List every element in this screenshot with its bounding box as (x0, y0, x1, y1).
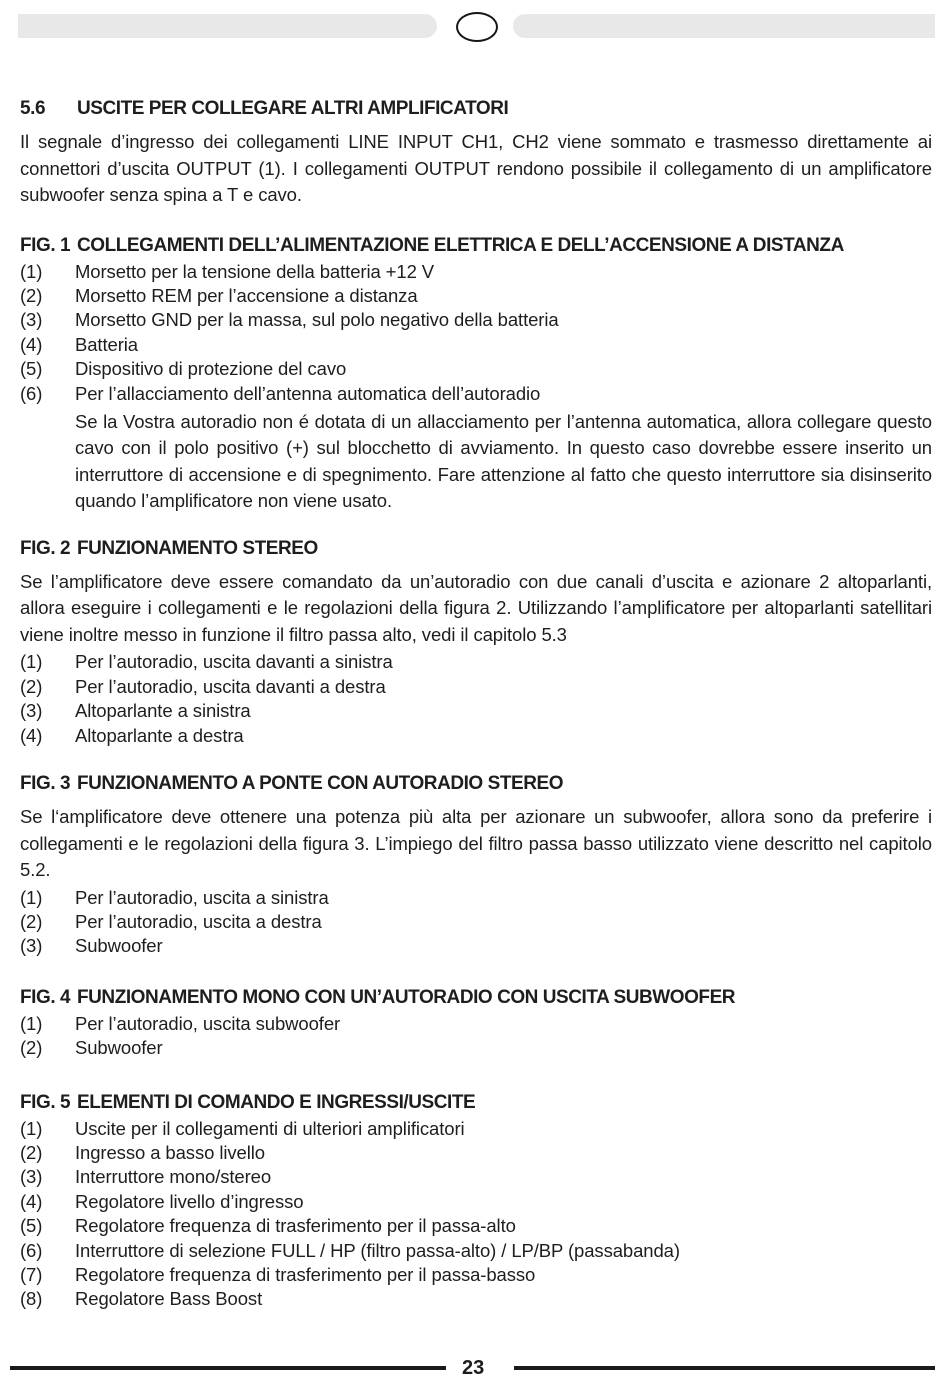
list-item-number: (2) (20, 1142, 43, 1163)
list-item-text: Ingresso a basso livello (75, 1142, 265, 1163)
list-item-text: Dispositivo di protezione del cavo (75, 358, 347, 380)
page-footer (10, 1358, 935, 1378)
footer-rule-left (10, 1366, 446, 1370)
list-item-text: Subwoofer (75, 1037, 163, 1059)
list-item (20, 1190, 932, 1214)
list-item (20, 886, 932, 910)
list-item-number: (3) (20, 309, 43, 331)
list-item-text: Per l’autoradio, uscita davanti a sinistra (75, 651, 393, 673)
list-item-text: Regolatore livello d’ingresso (75, 1190, 304, 1212)
numbered-list (20, 886, 932, 959)
section-heading (20, 537, 932, 561)
section-number: FIG. 4 (20, 986, 71, 1008)
list-item-text: Per l’allacciamento dell’antenna automatica dell’autoradio (75, 382, 541, 404)
list-item (20, 650, 932, 674)
list-item (20, 333, 932, 357)
section-fig-1 (20, 234, 932, 515)
list-item (20, 1165, 932, 1189)
list-item-text: Interruttore di selezione FULL / HP (filtro passa-alto) / LP/BP (passabanda) (75, 1239, 680, 1261)
list-item-number: (8) (20, 1288, 43, 1310)
list-item-text: Altoparlante a sinistra (75, 700, 251, 722)
list-item-number: (2) (20, 910, 43, 932)
list-item (20, 1141, 932, 1165)
indented-note: Se la Vostra autoradio non é dotata di un allacciamento per l’antenna automatica, allora collegare questo cavo con il polo positivo (+) sul blocchetto di avviamento. In questo caso dovrebbe essere inserito un interruttore di accensione e di spegnimento. Fare attenzione al fatto che questo interruttore sia disinserito quando l’amplificatore non viene usato. (75, 410, 932, 512)
list-item-number: (6) (20, 382, 43, 404)
section-fig-2 (20, 537, 932, 748)
list-item-number: (4) (20, 1190, 43, 1212)
list-item (20, 1239, 932, 1263)
list-item-text: Batteria (75, 333, 138, 355)
list-item-text: Regolatore Bass Boost (75, 1288, 263, 1310)
section-heading (20, 986, 932, 1010)
list-item (20, 1287, 932, 1311)
section-number: FIG. 1 (20, 234, 71, 256)
list-item-number: (4) (20, 724, 43, 746)
page-number: 23 (462, 1357, 485, 1379)
numbered-list (20, 1117, 932, 1312)
list-item-text: Altoparlante a destra (75, 724, 244, 746)
list-item-text: Morsetto per la tensione della batteria +12 V (75, 260, 435, 282)
list-item-number: (2) (20, 675, 43, 697)
list-item-number: (1) (20, 1117, 43, 1139)
list-item-number: (3) (20, 1166, 43, 1188)
list-item (20, 934, 932, 958)
list-item (20, 1263, 932, 1287)
section-5-6 (20, 97, 932, 209)
list-item-number: (2) (20, 1037, 43, 1059)
oval-logo-icon (456, 12, 498, 42)
header-bar-right (513, 14, 935, 38)
numbered-list (20, 1012, 932, 1061)
section-heading (20, 1091, 932, 1115)
list-item (20, 382, 932, 406)
list-item-number: (1) (20, 260, 43, 282)
list-item (20, 308, 932, 332)
list-item (20, 675, 932, 699)
section-title: FUNZIONAMENTO MONO CON UN’AUTORADIO CON USCITA SUBWOOFER (77, 986, 736, 1008)
footer-rule-right (514, 1366, 935, 1370)
list-item-text: Interruttore mono/stereo (75, 1166, 272, 1188)
header-bar-left (18, 14, 437, 38)
list-item (20, 910, 932, 934)
list-item-number: (7) (20, 1264, 43, 1286)
body-paragraph: Il segnale d’ingresso dei collegamenti LINE INPUT CH1, CH2 viene sommato e trasmesso direttamente ai connettori d’uscita OUTPUT (1). I collegamenti OUTPUT rendono possibile il collegamento di un amplificatore subwoofer senza spina a T e cavo. (20, 131, 932, 205)
list-item-text: Per l’autoradio, uscita subwoofer (75, 1012, 341, 1034)
list-item (20, 1214, 932, 1238)
list-item-number: (4) (20, 333, 43, 355)
section-number: 5.6 (20, 98, 46, 119)
section-fig-4 (20, 986, 932, 1061)
section-number: FIG. 2 (20, 537, 71, 559)
section-title: FUNZIONAMENTO STEREO (77, 537, 318, 559)
list-item-number: (1) (20, 1012, 43, 1034)
list-item (20, 724, 932, 748)
list-item (20, 260, 932, 284)
list-item-text: Regolatore frequenza di trasferimento per il passa-basso (75, 1264, 536, 1286)
document-content (20, 97, 932, 1312)
list-item-number: (3) (20, 700, 43, 722)
list-item-text: Morsetto REM per l’accensione a distanza (75, 284, 418, 306)
list-item-text: Subwoofer (75, 935, 163, 957)
list-item-number: (1) (20, 651, 43, 673)
section-title: USCITE PER COLLEGARE ALTRI AMPLIFICATORI (77, 98, 509, 119)
list-item-number: (5) (20, 1215, 43, 1237)
list-item (20, 699, 932, 723)
body-paragraph: Se l‘amplificatore deve ottenere una potenza più alta per azionare un subwoofer, allora sono da preferire i collegamenti e le regolazioni della figura 3. L’impiego del filtro passa basso utilizzato viene descritto nel capitolo 5.2. (20, 806, 932, 881)
section-title: FUNZIONAMENTO A PONTE CON AUTORADIO STEREO (77, 773, 564, 795)
section-heading (20, 234, 932, 258)
section-fig-3 (20, 772, 932, 959)
section-fig-5 (20, 1091, 932, 1312)
body-paragraph: Se l’amplificatore deve essere comandato da un’autoradio con due canali d’uscita e azionare 2 altoparlanti, allora eseguire i collegamenti e le regolazioni della figura 2. Utilizzando l’amplificatore per altoparlanti satellitari viene inoltre messo in funzione il filtro passa alto, vedi il capitolo 5.3 (20, 570, 932, 645)
numbered-list (20, 260, 932, 406)
list-item-number: (2) (20, 284, 43, 306)
list-item-text: Per l’autoradio, uscita davanti a destra (75, 675, 386, 697)
section-heading (20, 772, 932, 796)
list-item (20, 1012, 932, 1036)
section-title: ELEMENTI DI COMANDO E INGRESSI/USCITE (77, 1091, 476, 1113)
list-item (20, 284, 932, 308)
list-item-text: Per l’autoradio, uscita a sinistra (75, 886, 329, 908)
section-title: COLLEGAMENTI DELL’ALIMENTAZIONE ELETTRICA E DELL’ACCENSIONE A DISTANZA (77, 234, 844, 256)
section-number: FIG. 3 (20, 773, 71, 795)
numbered-list (20, 650, 932, 748)
list-item (20, 1036, 932, 1060)
list-item-text: Regolatore frequenza di trasferimento per il passa-alto (75, 1215, 516, 1237)
list-item-number: (1) (20, 886, 43, 908)
list-item-number: (5) (20, 358, 43, 380)
section-number: FIG. 5 (20, 1091, 71, 1113)
list-item-number: (3) (20, 935, 43, 957)
list-item (20, 1117, 932, 1141)
list-item-text: Per l’autoradio, uscita a destra (75, 910, 322, 932)
list-item-text: Morsetto GND per la massa, sul polo negativo della batteria (75, 309, 559, 331)
list-item (20, 357, 932, 381)
section-heading (20, 97, 932, 121)
list-item-number: (6) (20, 1239, 43, 1261)
list-item-text: Uscite per il collegamenti di ulteriori amplificatori (75, 1117, 465, 1139)
